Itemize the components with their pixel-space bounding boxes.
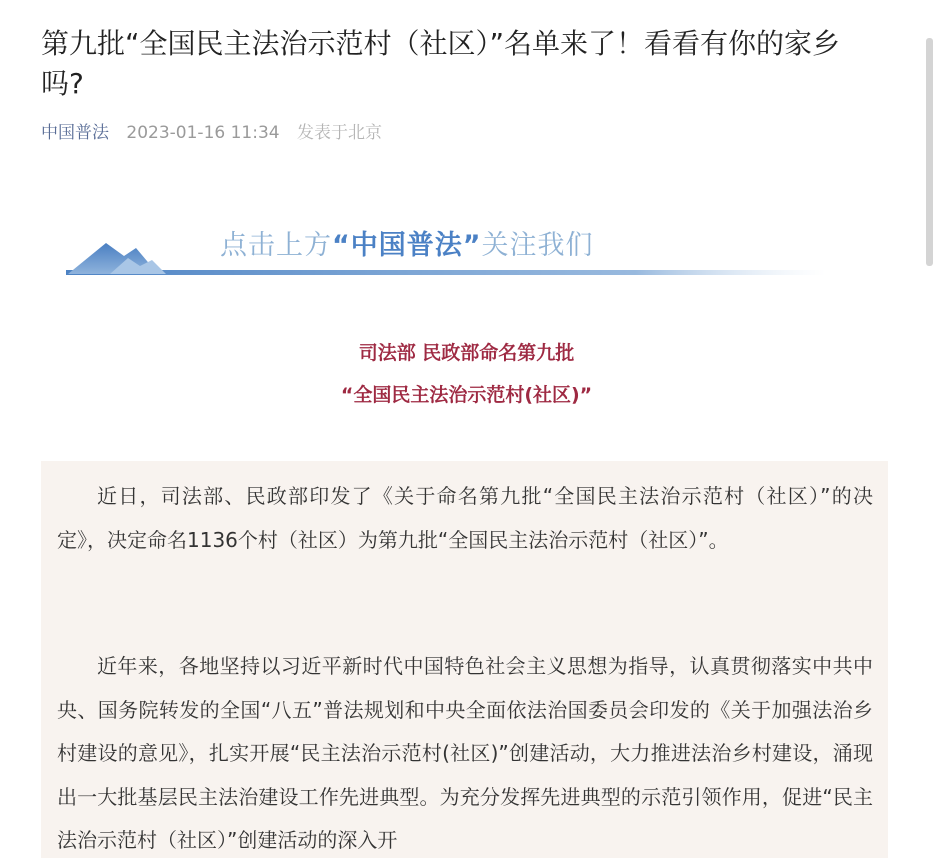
scrollbar-thumb[interactable] — [926, 38, 933, 266]
follow-text-after: 关注我们 — [481, 230, 594, 261]
article-body — [41, 461, 888, 858]
follow-text — [220, 228, 594, 264]
section-headline-line2: “全国民主法治示范村(社区)” — [340, 384, 593, 406]
publish-location: 发表于北京 — [297, 123, 383, 143]
follow-banner[interactable] — [66, 216, 826, 282]
publish-datetime: 2023-01-16 11:34 — [126, 123, 280, 143]
follow-text-before: 点击上方 — [220, 230, 332, 261]
follow-account-name: “中国普法” — [332, 230, 482, 261]
article-title: 第九批“全国民主法治示范村（社区）”名单来了！看看有你的家乡吗? — [41, 27, 841, 100]
section-headline-line1: 司法部 民政部命名第九批 — [358, 342, 575, 364]
body-paragraph-2: 近年来，各地坚持以习近平新时代中国特色社会主义思想为指导，认真贯彻落实中共中央、国务院转发的全国“八五”普法规划和中央全面依法治国委员会印发的《关于加强法治乡村建设的意见》，扎实开展“民主法治示范村(社区)”创建活动，大力推进法治乡村建设，涌现出一大批基层民主法治建设工作先进典型。为充分发挥先进典型的示范引领作用，促进“民主法治示范村（社区）”创建活动的深入开 — [57, 654, 873, 852]
body-paragraph-1: 近日，司法部、民政部印发了《关于命名第九批“全国民主法治示范村（社区）”的决定》，决定命名1136个村（社区）为第九批“全国民主法治示范村（社区）”。 — [57, 484, 873, 552]
account-name-link[interactable]: 中国普法 — [41, 123, 109, 143]
article-meta — [41, 121, 382, 145]
